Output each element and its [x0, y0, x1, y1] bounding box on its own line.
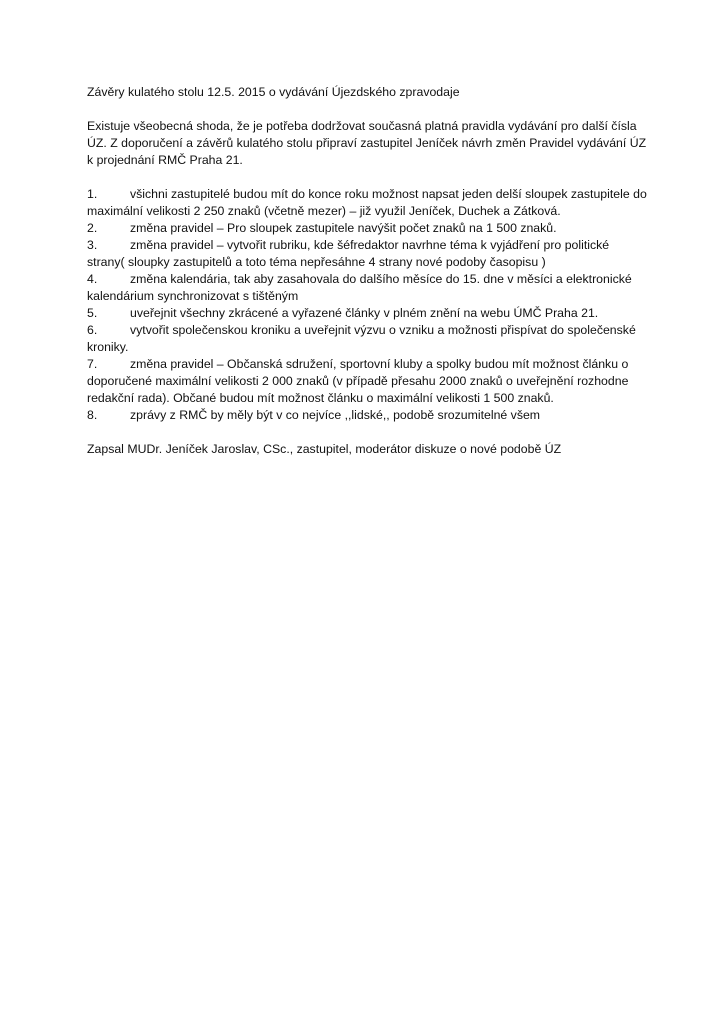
list-item [87, 186, 647, 220]
item-text: změna pravidel – vytvořit rubriku, kde šéfredaktor navrhne téma k vyjádření pro politické strany( sloupky zastupitelů a toto téma nepřesáhne 4 strany nové podoby časopisu ) [87, 238, 610, 269]
item-number: 6. [87, 323, 98, 337]
list-item [87, 356, 647, 407]
item-text: změna kalendária, tak aby zasahovala do dalšího měsíce do 15. dne v měsíci a elektronické kalendárium synchronizovat s tištěným [87, 272, 632, 303]
item-number: 2. [87, 221, 98, 235]
item-number: 8. [87, 408, 98, 422]
list-item [87, 237, 647, 271]
list-item [87, 322, 647, 356]
item-text: uveřejnit všechny zkrácené a vyřazené články v plném znění na webu ÚMČ Praha 21. [130, 306, 599, 320]
document-page [87, 84, 647, 458]
item-number: 4. [87, 272, 98, 286]
item-number: 1. [87, 187, 98, 201]
item-number: 5. [87, 306, 98, 320]
item-number: 3. [87, 238, 98, 252]
item-text: zprávy z RMČ by měly být v co nejvíce ,,lidské,, podobě srozumitelné všem [130, 408, 541, 422]
document-title: Závěry kulatého stolu 12.5. 2015 o vydávání Újezdského zpravodaje [87, 85, 460, 99]
item-text: změna pravidel – Pro sloupek zastupitele navýšit počet znaků na 1 500 znaků. [130, 221, 557, 235]
item-text: všichni zastupitelé budou mít do konce roku možnost napsat jeden delší sloupek zastupitele do maximální velikosti 2 250 znaků (včetně mezer) – již využil Jeníček, Duchek a Zátková. [87, 187, 647, 218]
item-text: vytvořit společenskou kroniku a uveřejnit výzvu o vzniku a možnosti přispívat do společenské kroniky. [87, 323, 636, 354]
list-item [87, 407, 647, 424]
list-item [87, 220, 647, 237]
conclusions-list [87, 186, 647, 424]
list-item [87, 271, 647, 305]
item-number: 7. [87, 357, 98, 371]
list-item [87, 305, 647, 322]
signature-line: Zapsal MUDr. Jeníček Jaroslav, CSc., zastupitel, moderátor diskuze o nové podobě ÚZ [87, 442, 562, 456]
intro-paragraph: Existuje všeobecná shoda, že je potřeba dodržovat současná platná pravidla vydávání pro další čísla ÚZ. Z doporučení a závěrů kulatého stolu připraví zastupitel Jeníček návrh změn Pravidel vydávání ÚZ k projednání RMČ Praha 21. [87, 119, 647, 167]
item-text: změna pravidel – Občanská sdružení, sportovní kluby a spolky budou mít možnost článku o doporučené maximální velikosti 2 000 znaků (v případě přesahu 2000 znaků o uveřejnění rozhodne redakční rada). Občané budou mít možnost článku o maximální velikosti 1 500 znaků. [87, 357, 629, 405]
